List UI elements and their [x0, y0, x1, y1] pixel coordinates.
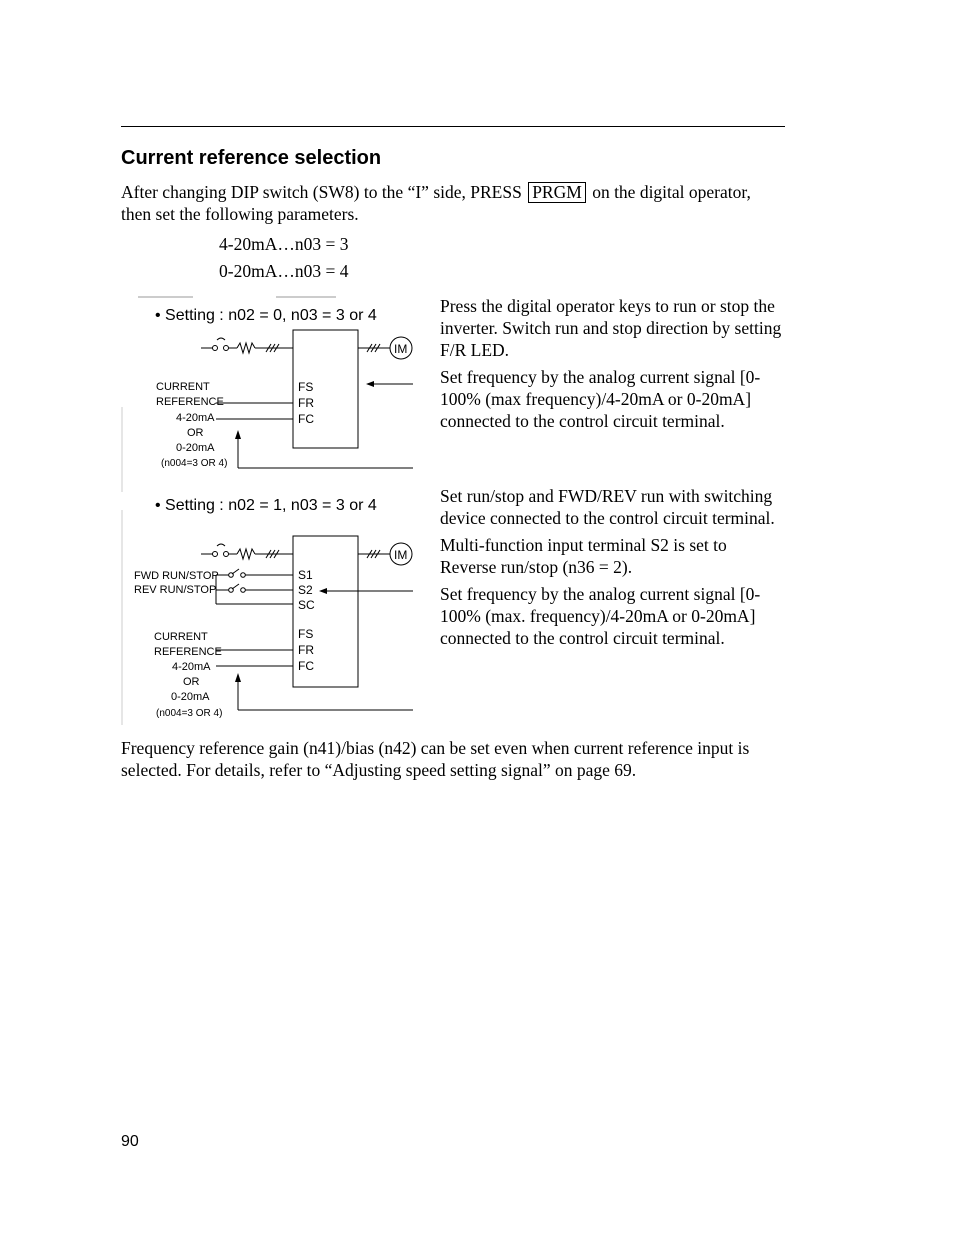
description-2-frequency: Set frequency by the analog current signal [0-100% (max. frequency)/4-20mA or 0-20mA] connected to the control circuit terminal.	[440, 584, 761, 648]
description-2-run-stop: Set run/stop and FWD/REV run with switching device connected to the control circuit terminal.	[440, 486, 775, 528]
description-block-2	[440, 485, 785, 654]
diagram1-terminal-fs: FS	[298, 380, 314, 394]
wiring-diagram-1-svg	[121, 292, 416, 492]
diagram1-label-reference: REFERENCE	[156, 396, 224, 408]
diagram2-label-current: CURRENT	[154, 631, 208, 643]
prgm-key-label: PRGM	[528, 182, 586, 203]
wiring-diagram-2-svg	[121, 490, 416, 725]
diagram1-label-or: OR	[187, 427, 204, 439]
wiring-diagram-2	[121, 490, 416, 725]
intro-text-after: on the digital operator, then set the following parameters.	[121, 182, 751, 224]
diagram1-setting: • Setting : n02 = 0, n03 = 3 or 4	[155, 307, 377, 324]
intro-paragraph	[121, 181, 785, 225]
diagram2-terminal-fs: FS	[298, 627, 314, 641]
diagram1-motor: IM	[394, 342, 408, 356]
section-title: Current reference selection	[121, 147, 382, 169]
diagram2-terminal-fr: FR	[298, 643, 314, 657]
diagram2-terminal-s1: S1	[298, 568, 313, 582]
footer-paragraph: Frequency reference gain (n41)/bias (n42) can be set even when current reference input is selected. For details, refer to “Adjusting speed setting signal” on page 69.	[121, 738, 750, 780]
description-1-run-stop: Press the digital operator keys to run or stop the inverter. Switch run and stop direction by setting F/R LED.	[440, 296, 782, 360]
diagram1-terminal-fr: FR	[298, 396, 314, 410]
description-block-1	[440, 295, 785, 437]
diagram1-label-current: CURRENT	[156, 381, 210, 393]
param-4-20ma: 4-20mA…n03 = 3	[219, 234, 349, 254]
diagram2-label-n004: (n004=3 OR 4)	[156, 708, 223, 719]
description-2-s2-terminal: Multi-function input terminal S2 is set to Reverse run/stop (n36 = 2).	[440, 535, 727, 577]
param-0-20ma: 0-20mA…n03 = 4	[219, 261, 349, 281]
diagram2-setting: • Setting : n02 = 1, n03 = 3 or 4	[155, 497, 377, 514]
diagram2-terminal-sc: SC	[298, 598, 315, 612]
description-1-frequency: Set frequency by the analog current signal [0-100% (max frequency)/4-20mA or 0-20mA] connected to the control circuit terminal.	[440, 367, 761, 431]
diagram2-label-4-20ma: 4-20mA	[172, 661, 211, 673]
diagram2-label-or: OR	[183, 676, 200, 688]
diagram2-motor: IM	[394, 548, 408, 562]
diagram2-label-reference: REFERENCE	[154, 646, 222, 658]
intro-text-before: After changing DIP switch (SW8) to the “I” side, PRESS	[121, 182, 522, 202]
diagram2-label-0-20ma: 0-20mA	[171, 691, 210, 703]
diagram1-label-0-20ma: 0-20mA	[176, 442, 215, 454]
wiring-diagram-1	[121, 292, 416, 492]
diagram2-label-rev: REV RUN/STOP	[134, 584, 217, 596]
header-rule	[121, 126, 785, 127]
diagram2-terminal-fc: FC	[298, 659, 314, 673]
diagram2-terminal-s2: S2	[298, 583, 313, 597]
diagram2-label-fwd: FWD RUN/STOP	[134, 570, 219, 582]
diagram1-label-4-20ma: 4-20mA	[176, 412, 215, 424]
diagram1-label-n004: (n004=3 OR 4)	[161, 458, 228, 469]
diagram1-terminal-fc: FC	[298, 412, 314, 426]
page-number: 90	[121, 1133, 139, 1150]
